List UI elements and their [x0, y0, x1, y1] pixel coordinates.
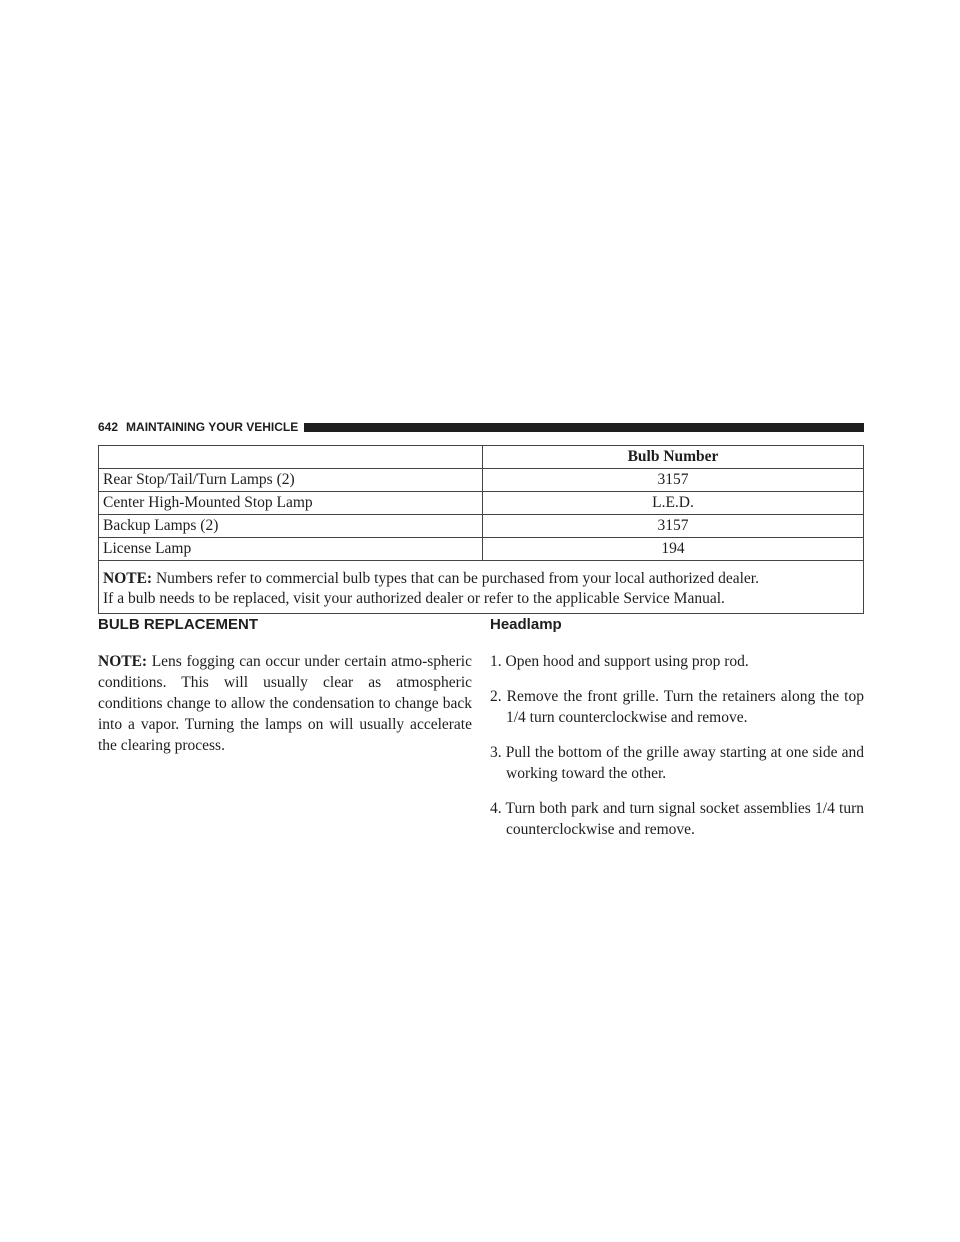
bulb-replacement-heading: BULB REPLACEMENT [98, 616, 258, 633]
list-item: 4. Turn both park and turn signal socket assemblies 1/4 turn counterclockwise and remove. [490, 800, 864, 838]
table-row [99, 515, 864, 538]
list-item: 3. Pull the bottom of the grille away starting at one side and working toward the other. [490, 744, 864, 782]
table-cell-bulb: L.E.D. [483, 492, 864, 515]
page-number: 642 [98, 420, 119, 434]
table-header-bulb-number: Bulb Number [483, 446, 864, 469]
bulb-replacement-note [98, 651, 472, 756]
bulb-replacement-note-label: NOTE: [98, 653, 148, 670]
table-row [99, 538, 864, 561]
bulb-table [98, 445, 864, 614]
table-note-label: NOTE: [103, 570, 153, 587]
table-cell-item: License Lamp [99, 538, 483, 561]
list-item: 1. Open hood and support using prop rod. [490, 653, 749, 670]
section-title: MAINTAINING YOUR VEHICLE [126, 420, 299, 434]
headlamp-steps [490, 651, 864, 840]
list-item: 2. Remove the front grille. Turn the retainers along the top 1/4 turn counterclockwise and remove. [490, 688, 864, 726]
page-header [98, 418, 864, 436]
table-note [99, 561, 864, 614]
table-header-empty [99, 446, 483, 469]
table-cell-item: Backup Lamps (2) [99, 515, 483, 538]
table-row [99, 469, 864, 492]
table-note-text: Numbers refer to commercial bulb types that can be purchased from your local authorized dealer. [155, 570, 759, 587]
table-cell-item: Rear Stop/Tail/Turn Lamps (2) [99, 469, 483, 492]
table-cell-bulb: 3157 [483, 515, 864, 538]
left-column [98, 615, 472, 756]
header-rule [304, 423, 864, 432]
table-cell-item: Center High-Mounted Stop Lamp [99, 492, 483, 515]
table-cell-bulb: 3157 [483, 469, 864, 492]
table-header-row [99, 446, 864, 469]
table-note-row [99, 561, 864, 614]
table-cell-bulb: 194 [483, 538, 864, 561]
table-row [99, 492, 864, 515]
bulb-replacement-note-text: Lens fogging can occur under certain atmo-spheric conditions. This will usually clear as atmospheric conditions change to allow the condensation to change back into a vapor. Turning the lamps on will usually accelerate the clearing process. [98, 653, 472, 754]
right-column [490, 615, 864, 854]
table-note-text-2: If a bulb needs to be replaced, visit your authorized dealer or refer to the applicable Service Manual. [103, 590, 725, 607]
headlamp-heading: Headlamp [490, 616, 562, 633]
